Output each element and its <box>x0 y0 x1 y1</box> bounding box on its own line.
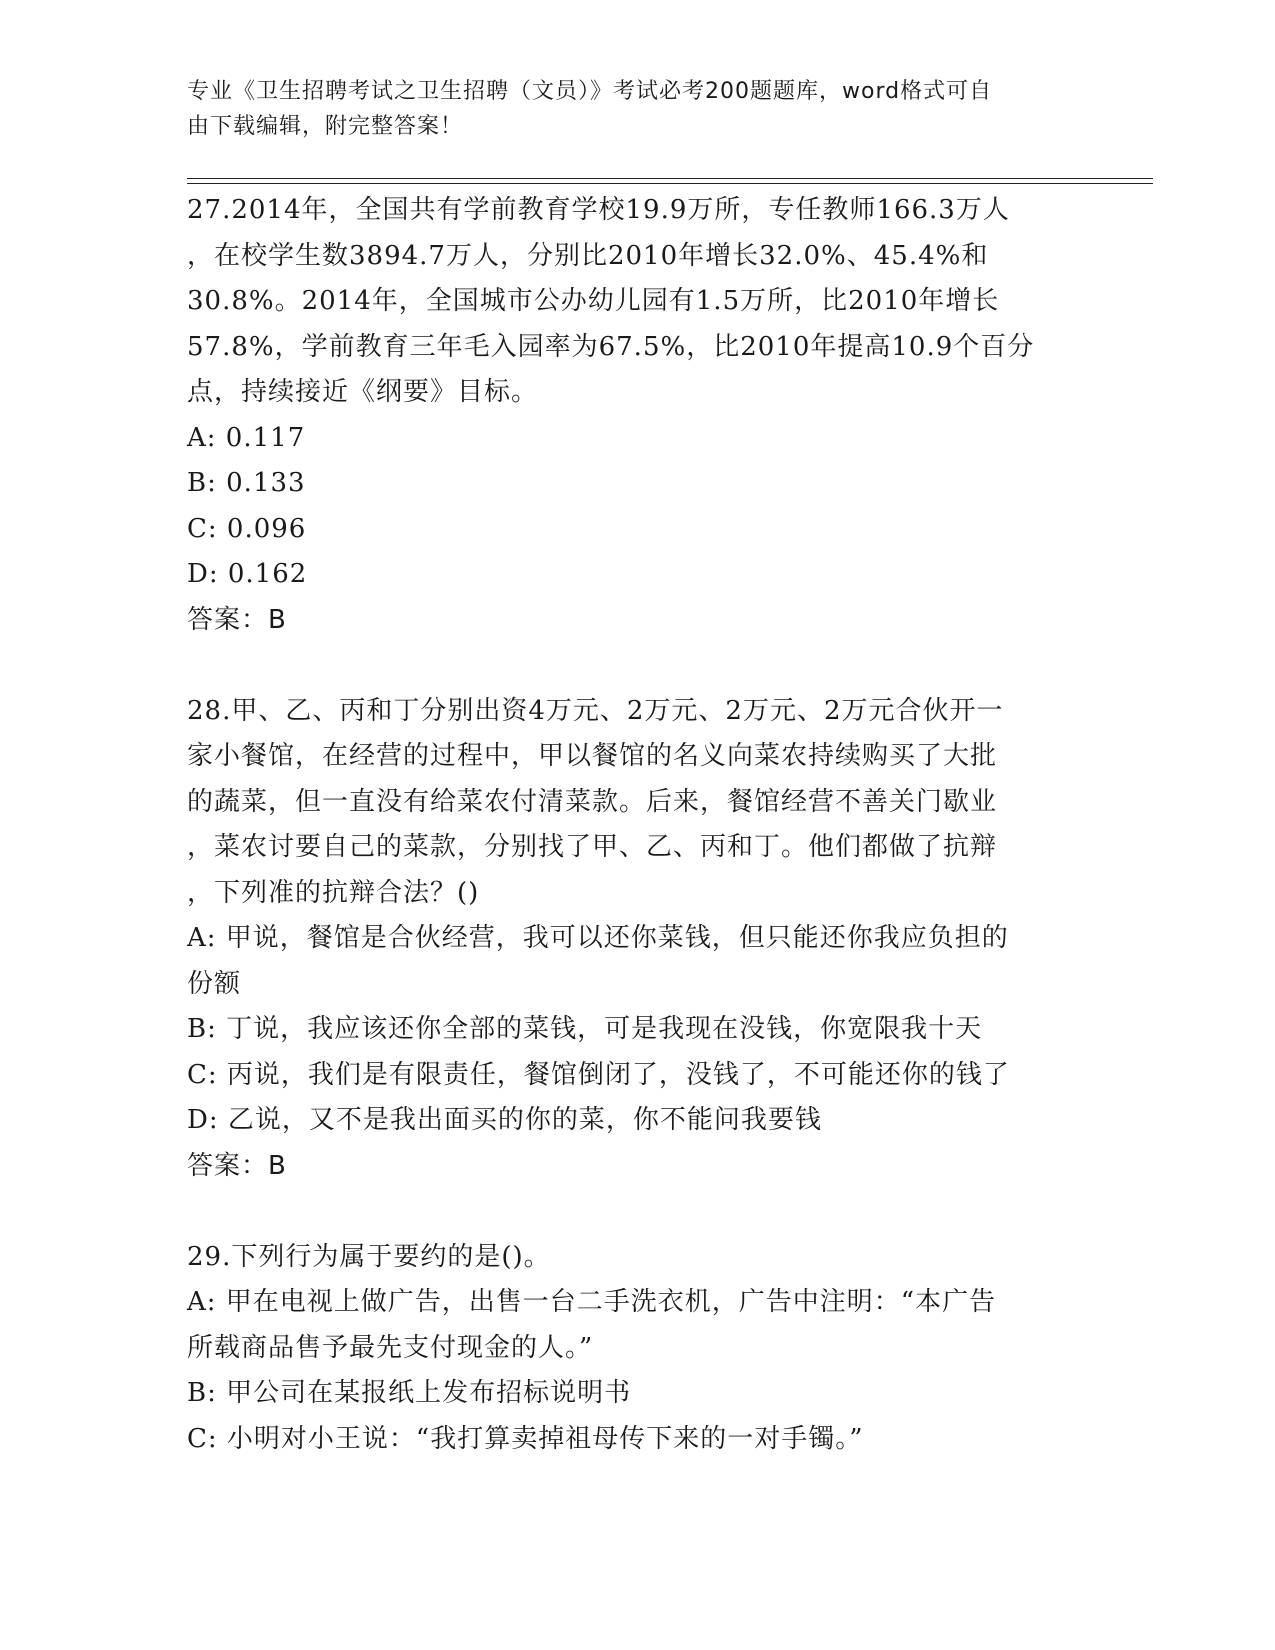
question-stem-line: 28.甲、乙、丙和丁分别出资4万元、2万元、2万元、2万元合伙开一 <box>187 695 1004 726</box>
question-list <box>187 188 1087 1462</box>
option-a-continued: 所载商品售予最先支付现金的人。” <box>187 1332 594 1363</box>
question-stem-line: ，菜农讨要自己的菜款，分别找了甲、乙、丙和丁。他们都做了抗辩 <box>187 832 998 862</box>
question-spacer <box>187 1189 1087 1235</box>
header-divider-bottom <box>187 183 1153 184</box>
option-c: C: 小明对小王说：“我打算卖掉祖母传下来的一对手镯。” <box>187 1423 864 1454</box>
question-28 <box>187 689 1087 1190</box>
header-line-1: 专业《卫生招聘考试之卫生招聘（文员）》考试必考200题题库，word格式可自 <box>187 79 993 104</box>
question-stem-line: ，在校学生数3894.7万人，分别比2010年增长32.0%、45.4%和 <box>187 240 989 271</box>
option-b: B: 丁说，我应该还你全部的菜钱，可是我现在没钱，你宽限我十天 <box>187 1014 983 1044</box>
question-stem-line: 27.2014年，全国共有学前教育学校19.9万所，专任教师166.3万人 <box>187 195 1010 225</box>
header-line-2: 由下载编辑，附完整答案！ <box>187 114 464 139</box>
question-stem-line: 29.下列行为属于要约的是()。 <box>187 1241 551 1272</box>
option-a: A: 0.117 <box>187 422 306 453</box>
option-b: B: 甲公司在某报纸上发布招标说明书 <box>187 1378 632 1408</box>
header-divider-top <box>187 178 1153 179</box>
option-c: C: 0.096 <box>187 513 307 544</box>
question-stem-line: 家小餐馆，在经营的过程中，甲以餐馆的名义向菜农持续购买了大批 <box>187 741 998 771</box>
option-c: C: 丙说，我们是有限责任，餐馆倒闭了，没钱了，不可能还你的钱了 <box>187 1059 1010 1090</box>
option-d: D: 乙说，又不是我出面买的你的菜，你不能问我要钱 <box>187 1105 822 1135</box>
question-29 <box>187 1235 1087 1463</box>
document-header <box>187 74 1067 144</box>
answer-key: 答案：B <box>187 1150 287 1181</box>
question-stem-line: 的蔬菜，但一直没有给菜农付清菜款。后来，餐馆经营不善关门歇业 <box>187 786 998 817</box>
question-stem-line: ，下列准的抗辩合法？() <box>187 877 480 908</box>
option-a-continued: 份额 <box>187 968 242 999</box>
question-stem-line: 点，持续接近《纲要》目标。 <box>187 377 539 407</box>
answer-key: 答案：B <box>187 604 287 635</box>
option-a: A: 甲在电视上做广告，出售一台二手洗衣机，广告中注明：“本广告 <box>187 1287 997 1317</box>
question-stem-line: 30.8%。2014年，全国城市公办幼儿园有1.5万所，比2010年增长 <box>187 286 1000 316</box>
question-27 <box>187 188 1087 643</box>
question-spacer <box>187 643 1087 689</box>
option-b: B: 0.133 <box>187 468 306 498</box>
option-a: A: 甲说，餐馆是合伙经营，我可以还你菜钱，但只能还你我应负担的 <box>187 923 1009 953</box>
option-d: D: 0.162 <box>187 559 308 589</box>
question-stem-line: 57.8%，学前教育三年毛入园率为67.5%，比2010年提高10.9个百分 <box>187 331 1035 362</box>
